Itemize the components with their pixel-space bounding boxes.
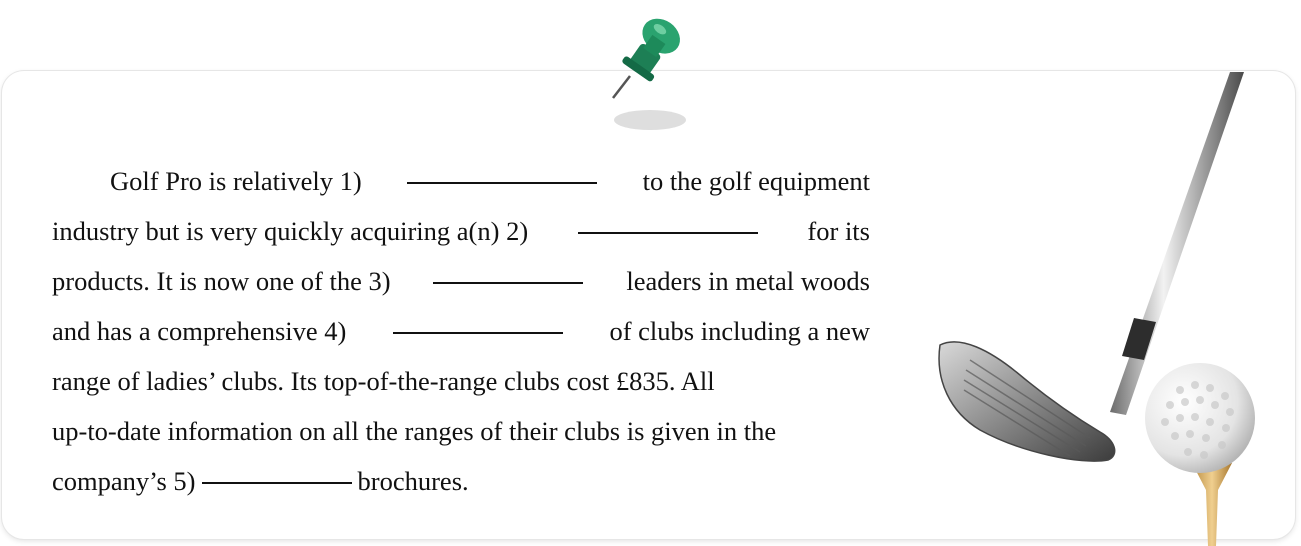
text-segment: range of ladies’ clubs. Its top-of-the-range clubs cost £835. All: [52, 366, 715, 396]
blank-3[interactable]: [433, 281, 583, 284]
paragraph-line-6: [52, 406, 870, 456]
paragraph-line-2: [52, 206, 870, 256]
blank-2[interactable]: [578, 231, 758, 234]
fill-in-paragraph: [52, 156, 870, 506]
blank-5[interactable]: [202, 481, 352, 484]
text-segment: up-to-date information on all the ranges of their clubs is given in the: [52, 416, 777, 446]
paragraph-line-5: [52, 356, 870, 406]
blank-4[interactable]: [393, 331, 563, 334]
golf-illustration: [930, 60, 1301, 546]
golf-ball-icon: [1145, 363, 1255, 473]
paragraph-line-4: [52, 306, 870, 356]
text-segment: brochures.: [357, 466, 469, 496]
blank-1[interactable]: [407, 181, 597, 184]
text-segment: leaders in metal woods: [626, 266, 870, 296]
text-segment: for its: [807, 216, 870, 246]
text-segment: industry but is very quickly acquiring a(n) 2): [52, 216, 529, 246]
golf-tee: [1192, 463, 1232, 546]
text-segment: products. It is now one of the 3): [52, 266, 391, 296]
text-segment: Golf Pro is relatively 1): [110, 166, 362, 196]
text-segment: of clubs including a new: [609, 316, 870, 346]
text-segment: and has a comprehensive 4): [52, 316, 347, 346]
paragraph-line-1: [52, 156, 870, 206]
text-segment: to the golf equipment: [642, 166, 870, 196]
pushpin-icon: [588, 10, 698, 140]
text-segment: company’s 5): [52, 466, 196, 496]
paragraph-line-3: [52, 256, 870, 306]
paragraph-line-7: [52, 456, 870, 506]
